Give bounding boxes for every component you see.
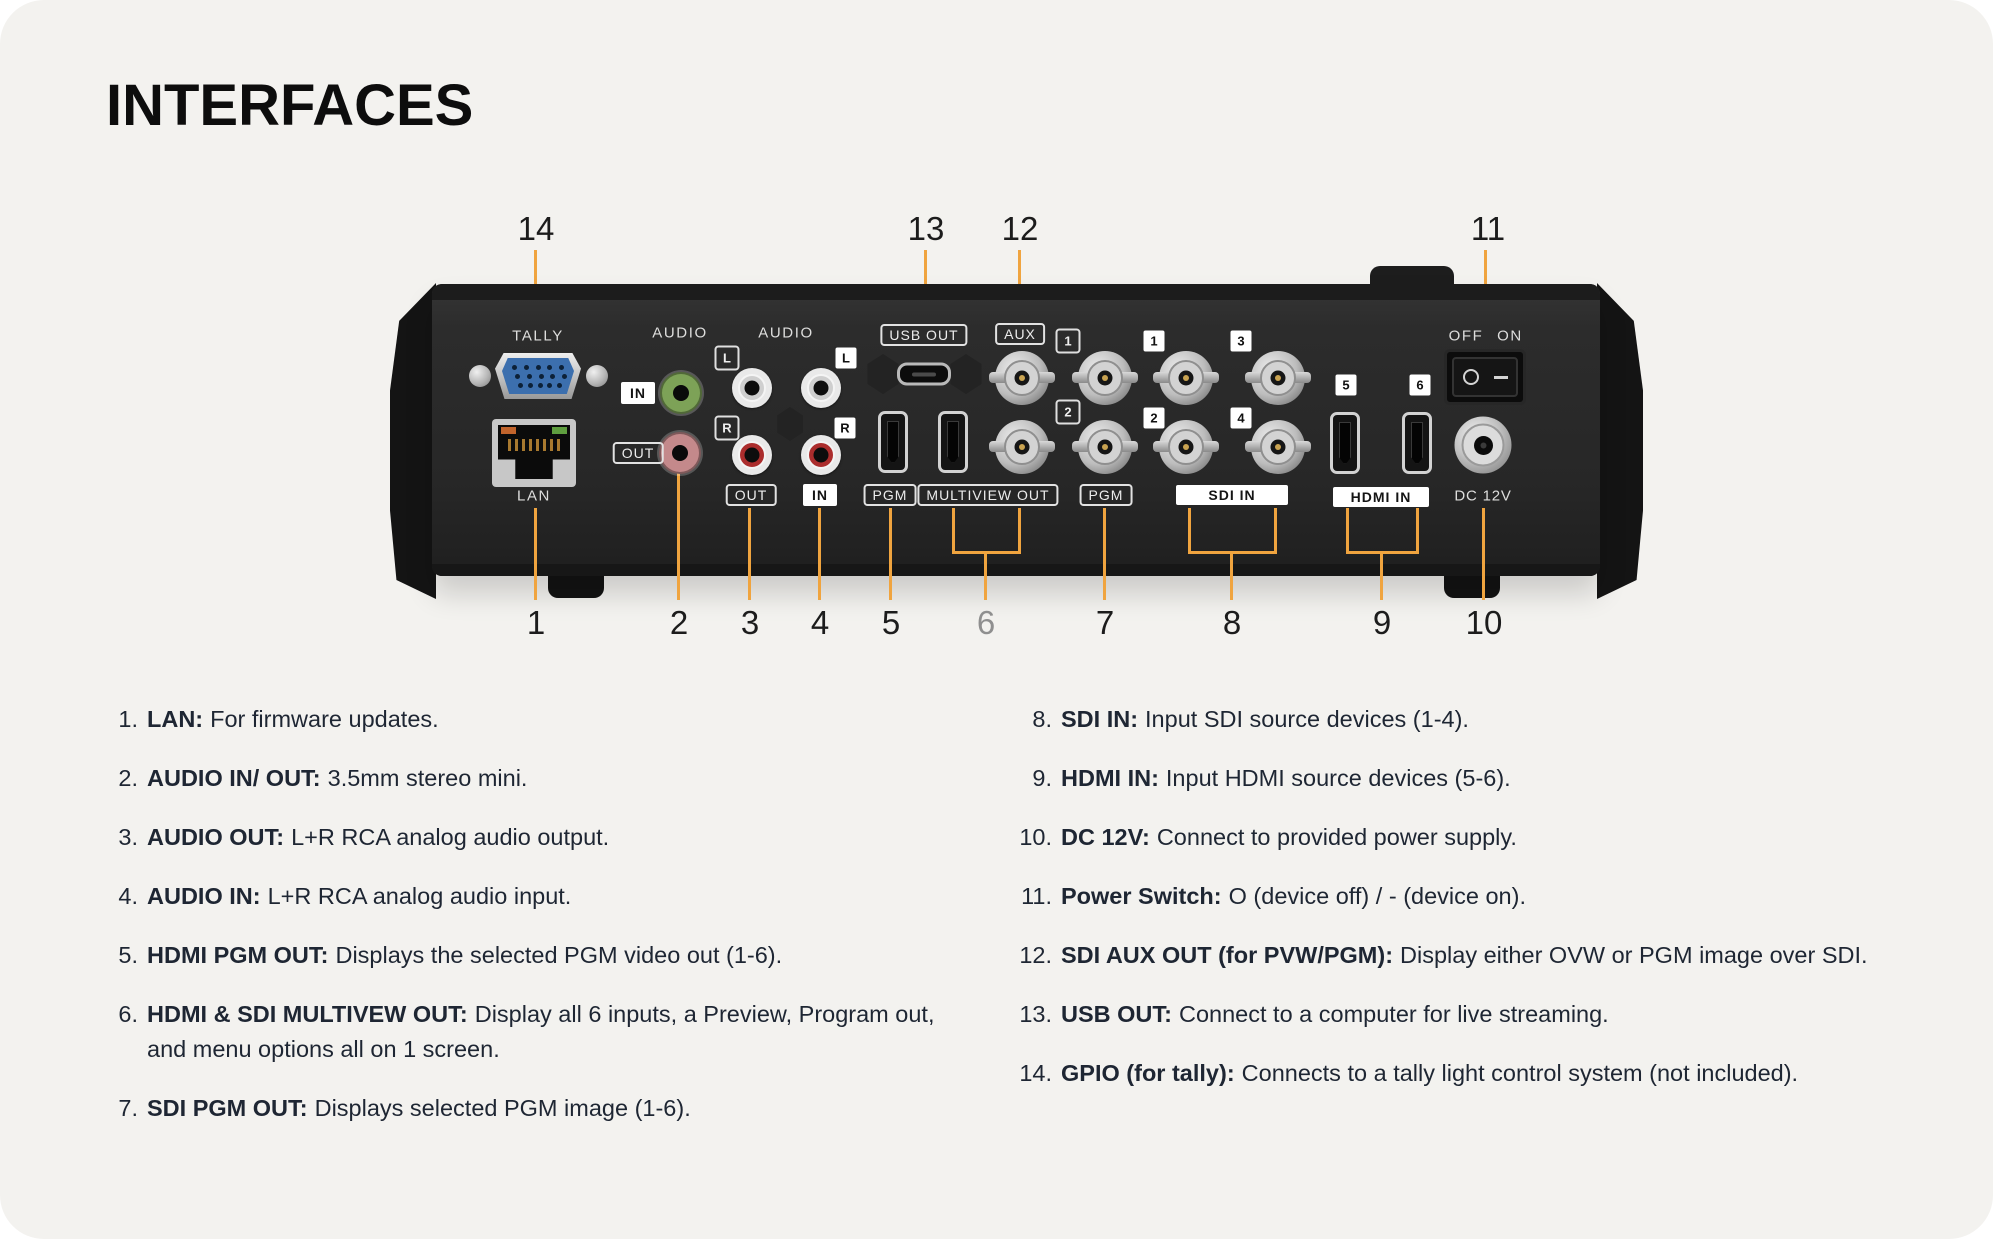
item-desc: 3.5mm stereo mini. — [327, 765, 528, 791]
callout-number-5: 5 — [881, 604, 901, 641]
list-item-11 — [1006, 879, 1931, 914]
item-desc: Display either OVW or PGM image over SDI. — [1400, 942, 1868, 968]
list-item-8 — [1006, 702, 1931, 737]
descriptions-left — [102, 702, 997, 1150]
callout-bracket-6-left — [952, 508, 955, 554]
dc-power-jack — [1455, 417, 1512, 474]
item-text — [1061, 879, 1931, 914]
item-text — [147, 1091, 997, 1126]
vga-screw-left — [469, 365, 491, 387]
item-desc: Displays the selected PGM video out (1-6). — [335, 942, 783, 968]
item-desc: For firmware updates. — [210, 706, 439, 732]
list-item-5 — [102, 938, 997, 973]
power-off-label: OFF — [1448, 327, 1484, 345]
switch-off-symbol — [1463, 369, 1479, 385]
hdmi-in-label: HDMI IN — [1333, 487, 1429, 507]
item-text — [1061, 997, 1931, 1032]
item-term: LAN: — [147, 706, 204, 732]
callout-line-7 — [1103, 508, 1106, 600]
rca-in-right-badge: R — [835, 418, 856, 439]
item-desc: Displays selected PGM image (1-6). — [314, 1095, 691, 1121]
audio-jack-label: AUDIO — [652, 324, 708, 342]
pgm-sdi-label: PGM — [1080, 484, 1133, 506]
hdmi-multiview-out-port — [938, 411, 968, 473]
item-term: DC 12V: — [1061, 824, 1150, 850]
list-item-4 — [102, 879, 997, 914]
item-text — [147, 761, 997, 796]
callout-number-3: 3 — [740, 604, 760, 641]
item-desc: O (device off) / - (device on). — [1228, 883, 1526, 909]
sdi-in-badge-1: 1 — [1144, 331, 1165, 352]
item-desc: L+R RCA analog audio output. — [291, 824, 610, 850]
page-title: INTERFACES — [106, 73, 474, 138]
item-number: 2. — [118, 765, 138, 791]
rca-in-left — [801, 368, 841, 408]
lan-label: LAN — [517, 487, 551, 505]
item-number: 4. — [118, 883, 138, 909]
callout-number-7: 7 — [1095, 604, 1115, 641]
hdmi-in-badge-5: 5 — [1336, 375, 1357, 396]
callout-line-1 — [534, 508, 537, 600]
aux-label: AUX — [995, 323, 1045, 345]
usb-out-label: USB OUT — [880, 324, 967, 346]
item-desc: Input SDI source devices (1-4). — [1145, 706, 1469, 732]
item-number: 13. — [1019, 1001, 1052, 1027]
item-term: SDI AUX OUT (for PVW/PGM): — [1061, 942, 1394, 968]
callout-line-8 — [1230, 551, 1233, 600]
callout-number-6: 6 — [976, 604, 996, 641]
item-term: AUDIO IN: — [147, 883, 261, 909]
usb-out-port — [897, 363, 951, 386]
audio-rca-label: AUDIO — [758, 324, 814, 342]
callout-number-4: 4 — [810, 604, 830, 641]
sdi-in-badge-3: 3 — [1231, 331, 1252, 352]
callout-number-9: 9 — [1372, 604, 1392, 641]
descriptions-right — [1006, 702, 1931, 1115]
tally-gpio-port — [495, 353, 581, 399]
sdi-in-badge-4: 4 — [1231, 408, 1252, 429]
device-right-edge — [1597, 283, 1643, 599]
item-desc: Connects to a tally light control system (not included). — [1241, 1060, 1799, 1086]
list-item-14 — [1006, 1056, 1931, 1091]
audio-out-jack-label: OUT — [613, 442, 664, 464]
callout-line-3 — [748, 508, 751, 600]
item-desc: Input HDMI source devices (5-6). — [1165, 765, 1511, 791]
item-term: AUDIO OUT: — [147, 824, 285, 850]
item-number: 1. — [118, 706, 138, 732]
item-number: 7. — [118, 1095, 138, 1121]
item-term: HDMI & SDI MULTIVEW OUT: — [147, 1001, 468, 1027]
hdmi-in-port-5 — [1330, 412, 1360, 474]
list-item-13 — [1006, 997, 1931, 1032]
list-item-6 — [102, 997, 997, 1067]
item-number: 11. — [1021, 883, 1052, 909]
callout-number-10: 10 — [1465, 604, 1503, 641]
device-left-edge — [390, 283, 436, 599]
bnc-pgm-out-bottom — [1078, 420, 1132, 474]
item-term: SDI PGM OUT: — [147, 1095, 308, 1121]
item-text — [147, 702, 997, 737]
list-item-2 — [102, 761, 997, 796]
callout-line-4 — [818, 508, 821, 600]
callout-number-12: 12 — [1001, 210, 1039, 247]
item-term: Power Switch: — [1061, 883, 1222, 909]
callout-line-10 — [1482, 508, 1485, 600]
switch-on-symbol — [1494, 376, 1508, 379]
hdmi-in-badge-6: 6 — [1410, 375, 1431, 396]
rca-out-label: OUT — [726, 484, 777, 506]
rca-out-right — [732, 435, 772, 475]
callout-number-8: 8 — [1222, 604, 1242, 641]
audio-in-jack-label: IN — [621, 382, 655, 404]
bnc-aux-out-1 — [995, 351, 1049, 405]
item-term: USB OUT: — [1061, 1001, 1172, 1027]
audio-out-jack — [659, 432, 701, 474]
aux-badge-1: 1 — [1056, 329, 1081, 354]
callout-bracket-8-right — [1274, 508, 1277, 554]
bnc-sdi-in-4 — [1251, 420, 1305, 474]
callout-bracket-9-right — [1416, 508, 1419, 554]
item-text — [1061, 702, 1931, 737]
item-desc: Connect to a computer for live streaming. — [1178, 1001, 1609, 1027]
item-text — [147, 820, 997, 855]
item-text — [1061, 938, 1931, 973]
sdi-in-badge-2: 2 — [1144, 408, 1165, 429]
rca-out-left-badge: L — [715, 346, 740, 371]
list-item-9 — [1006, 761, 1931, 796]
item-desc: L+R RCA analog audio input. — [267, 883, 572, 909]
item-term: HDMI PGM OUT: — [147, 942, 329, 968]
item-desc: Connect to provided power supply. — [1156, 824, 1517, 850]
callout-number-13: 13 — [907, 210, 945, 247]
bnc-aux-out-2 — [995, 420, 1049, 474]
power-on-label: ON — [1497, 327, 1523, 345]
item-number: 8. — [1032, 706, 1052, 732]
item-number: 9. — [1032, 765, 1052, 791]
audio-in-jack — [660, 372, 702, 414]
rca-in-label: IN — [803, 484, 837, 506]
list-item-12 — [1006, 938, 1931, 973]
item-term: AUDIO IN/ OUT: — [147, 765, 321, 791]
item-term: SDI IN: — [1061, 706, 1139, 732]
bnc-pgm-out-top — [1078, 351, 1132, 405]
callout-line-2 — [677, 472, 680, 600]
callout-number-1: 1 — [526, 604, 546, 641]
vga-screw-right — [586, 365, 608, 387]
rca-out-left — [732, 368, 772, 408]
list-item-7 — [102, 1091, 997, 1126]
tally-label: TALLY — [512, 327, 564, 345]
item-number: 14. — [1019, 1060, 1052, 1086]
item-number: 3. — [118, 824, 138, 850]
list-item-3 — [102, 820, 997, 855]
list-item-10 — [1006, 820, 1931, 855]
bnc-sdi-in-1 — [1159, 351, 1213, 405]
dc-12v-label: DC 12V — [1454, 487, 1512, 505]
callout-bracket-6-right — [1018, 508, 1021, 554]
callout-number-14: 14 — [517, 210, 555, 247]
item-text — [147, 997, 997, 1067]
item-text — [1061, 1056, 1931, 1091]
aux-badge-2: 2 — [1056, 400, 1081, 425]
item-number: 5. — [118, 942, 138, 968]
rca-in-right — [801, 435, 841, 475]
callout-line-9 — [1380, 551, 1383, 600]
hdmi-in-port-6 — [1402, 412, 1432, 474]
lan-port — [492, 419, 576, 487]
item-text — [147, 938, 997, 973]
item-term: HDMI IN: — [1061, 765, 1159, 791]
hdmi-pgm-out-port — [878, 411, 908, 473]
item-desc: Display all 6 inputs, a Preview, Program out, — [474, 1001, 935, 1027]
sdi-in-label: SDI IN — [1176, 485, 1288, 505]
pgm-hdmi-label: PGM — [864, 484, 917, 506]
item-number: 6. — [118, 1001, 138, 1027]
item-number: 12. — [1019, 942, 1052, 968]
rca-in-left-badge: L — [836, 348, 857, 369]
item-desc-line2: and menu options all on 1 screen. — [147, 1036, 500, 1062]
multiview-out-label: MULTIVIEW OUT — [917, 484, 1058, 506]
item-number: 10. — [1019, 824, 1052, 850]
item-term: GPIO (for tally): — [1061, 1060, 1235, 1086]
bnc-sdi-in-3 — [1251, 351, 1305, 405]
callout-line-5 — [889, 508, 892, 600]
callout-number-2: 2 — [669, 604, 689, 641]
rca-out-right-badge: R — [715, 416, 740, 441]
list-item-1 — [102, 702, 997, 737]
item-text — [1061, 820, 1931, 855]
callout-bracket-9-left — [1346, 508, 1349, 554]
callout-line-6 — [984, 551, 987, 600]
callout-number-11: 11 — [1470, 210, 1506, 247]
bnc-sdi-in-2 — [1159, 420, 1213, 474]
item-text — [147, 879, 997, 914]
item-text — [1061, 761, 1931, 796]
callout-bracket-8-left — [1188, 508, 1191, 554]
power-switch — [1444, 349, 1526, 405]
